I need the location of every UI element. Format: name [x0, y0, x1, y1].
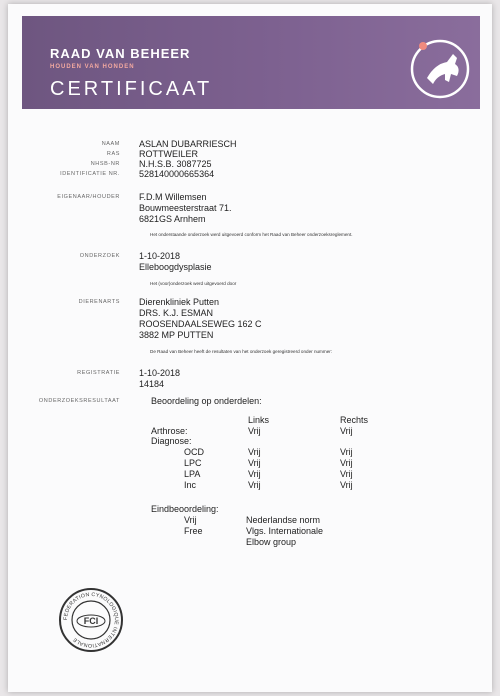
certificate-sheet — [8, 4, 492, 692]
results-column-left: Links — [248, 415, 270, 425]
diagnosis-name: Inc — [184, 480, 197, 490]
label-nhsb: NHSB-NR — [90, 161, 120, 167]
label-ras: RAS — [106, 151, 120, 157]
owner-street: Bouwmeesterstraat 71. — [139, 203, 232, 213]
diagnosis-name: OCD — [184, 447, 204, 457]
certificate-title: CERTIFICAAT — [50, 78, 213, 100]
final-description: Elbow group — [246, 537, 297, 547]
fci-seal-center-text: FCI — [83, 616, 99, 626]
diagnosis-name: LPA — [184, 469, 201, 479]
organization-name: RAAD VAN BEHEER — [50, 46, 191, 61]
dog-identification-number: 528140000665364 — [139, 169, 215, 179]
label-registratie: REGISTRATIE — [77, 370, 120, 376]
final-description: Nederlandse norm — [246, 515, 321, 525]
vet-street: ROOSENDAALSEWEG 162 C — [139, 319, 262, 329]
label-naam: NAAM — [101, 141, 120, 147]
certificate-header — [22, 16, 480, 109]
diagnosis-right: Vrij — [340, 480, 353, 490]
label-eigenaar: EIGENAAR/HOUDER — [57, 194, 120, 200]
dog-name: ASLAN DUBARRIESCH — [139, 139, 237, 149]
final-grade: Vrij — [184, 515, 197, 525]
vet-clinic: Dierenkliniek Putten — [139, 297, 220, 307]
fci-seal-ring-text: FEDERATION CYNOLOGIQUE INTERNATIONALE — [62, 591, 120, 649]
owner-city: 6821GS Arnhem — [139, 214, 206, 224]
results-heading: Beoordeling op onderdelen: — [151, 396, 262, 406]
vet-doctor: DRS. K.J. ESMAN — [139, 308, 214, 318]
label-identificatie: IDENTIFICATIE NR. — [60, 171, 120, 177]
vet-city: 3882 MP PUTTEN — [139, 330, 214, 340]
diagnosis-left: Vrij — [248, 469, 261, 479]
diagnosis-right: Vrij — [340, 458, 353, 468]
note-registered: De Raad van Beheer heeft de resultaten van het onderzoek geregistreerd onder nummer: — [150, 349, 333, 354]
diagnosis-left: Vrij — [248, 447, 261, 457]
final-description: Vlgs. Internationale — [246, 526, 324, 536]
note-performed-by: Het (voor)onderzoek werd uitgevoerd door — [150, 281, 237, 286]
diagnosis-name: LPC — [184, 458, 202, 468]
results-column-right: Rechts — [340, 415, 369, 425]
dog-breed: ROTTWEILER — [139, 149, 199, 159]
diagnose-label: Diagnose: — [151, 436, 192, 446]
diagnosis-right: Vrij — [340, 469, 353, 479]
registration-number: 14184 — [139, 379, 165, 389]
exam-date: 1-10-2018 — [139, 251, 181, 261]
registration-date: 1-10-2018 — [139, 368, 181, 378]
label-dierenarts: DIERENARTS — [78, 299, 120, 305]
dog-nhsb-number: N.H.S.B. 3087725 — [139, 159, 212, 169]
diagnosis-left: Vrij — [248, 480, 261, 490]
fci-seal-icon — [58, 587, 124, 653]
arthrose-left: Vrij — [248, 426, 261, 436]
label-onderzoek: ONDERZOEK — [79, 253, 120, 259]
label-resultaat: ONDERZOEKSRESULTAAT — [38, 398, 120, 404]
dog-jumping-logo-icon — [405, 34, 475, 104]
exam-type: Elleboogdysplasie — [139, 262, 212, 272]
tagline: HOUDEN VAN HONDEN — [50, 64, 135, 70]
final-assessment-label: Eindbeoordeling: — [151, 504, 219, 514]
diagnosis-left: Vrij — [248, 458, 261, 468]
owner-name: F.D.M Willemsen — [139, 192, 207, 202]
arthrose-right: Vrij — [340, 426, 353, 436]
final-grade: Free — [184, 526, 203, 536]
note-examined: Het onderstaande onderzoek werd uitgevoerd conform het Raad van Beheer onderzoeksreglement. — [150, 232, 353, 237]
arthrose-label: Arthrose: — [151, 426, 188, 436]
diagnosis-right: Vrij — [340, 447, 353, 457]
